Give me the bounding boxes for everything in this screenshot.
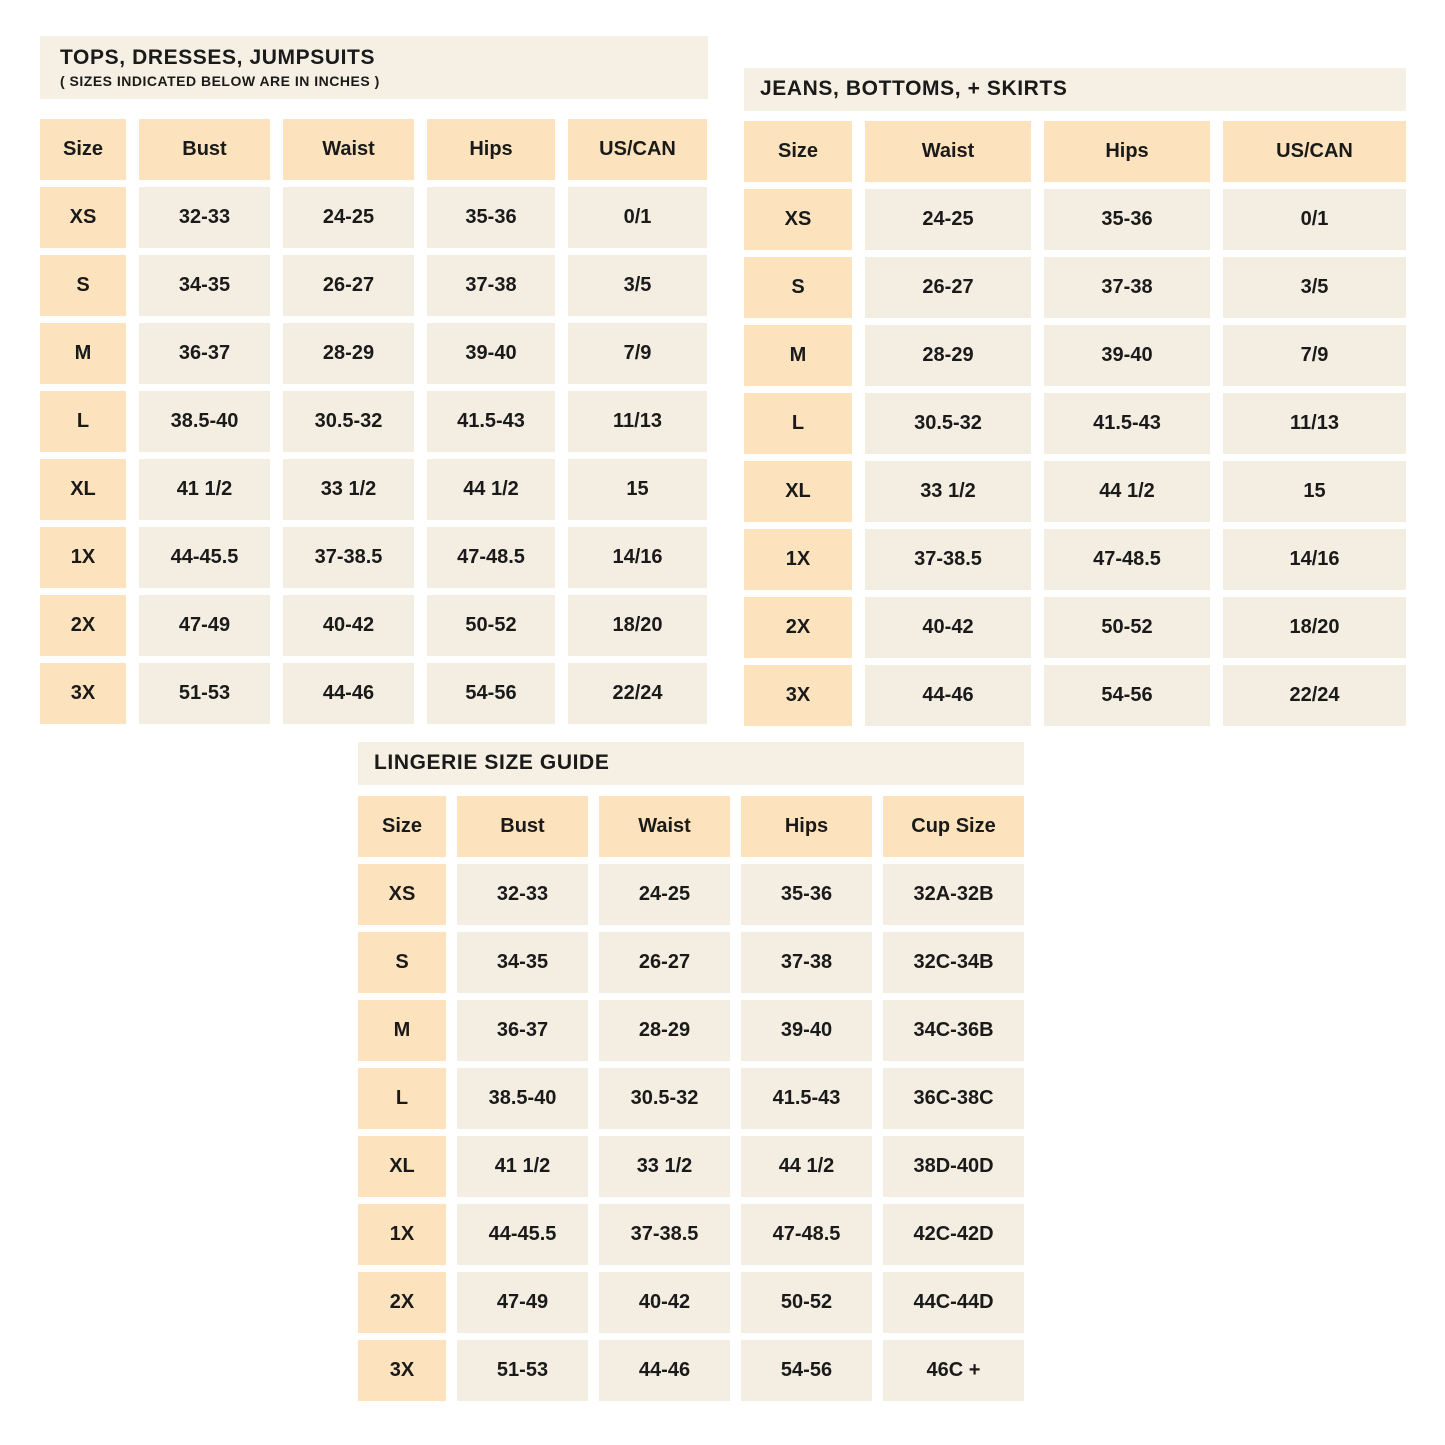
data-cell: 7/9 bbox=[1223, 325, 1406, 386]
size-grid bbox=[744, 121, 1406, 726]
data-cell: 7/9 bbox=[568, 323, 707, 384]
size-cell: 1X bbox=[358, 1204, 446, 1265]
size-cell: 3X bbox=[744, 665, 852, 726]
data-cell: 38.5-40 bbox=[139, 391, 270, 452]
size-table-jeans-bottoms-skirts bbox=[744, 68, 1406, 706]
data-cell: 47-48.5 bbox=[427, 527, 555, 588]
size-cell: M bbox=[40, 323, 126, 384]
data-cell: 26-27 bbox=[599, 932, 730, 993]
data-cell: 33 1/2 bbox=[283, 459, 414, 520]
data-cell: 34C-36B bbox=[883, 1000, 1024, 1061]
data-cell: 51-53 bbox=[457, 1340, 588, 1401]
data-cell: 44-45.5 bbox=[457, 1204, 588, 1265]
data-cell: 47-49 bbox=[457, 1272, 588, 1333]
data-cell: 41 1/2 bbox=[457, 1136, 588, 1197]
data-cell: 54-56 bbox=[741, 1340, 872, 1401]
data-cell: 28-29 bbox=[283, 323, 414, 384]
header-cell: Bust bbox=[457, 796, 588, 857]
data-cell: 32A-32B bbox=[883, 864, 1024, 925]
data-cell: 40-42 bbox=[283, 595, 414, 656]
data-cell: 39-40 bbox=[1044, 325, 1210, 386]
data-cell: 28-29 bbox=[599, 1000, 730, 1061]
data-cell: 37-38 bbox=[427, 255, 555, 316]
table-title: LINGERIE SIZE GUIDE bbox=[374, 751, 610, 775]
table-title: TOPS, DRESSES, JUMPSUITS bbox=[60, 45, 376, 69]
data-cell: 54-56 bbox=[427, 663, 555, 724]
header-cell: Hips bbox=[1044, 121, 1210, 182]
size-cell: L bbox=[744, 393, 852, 454]
data-cell: 24-25 bbox=[865, 189, 1031, 250]
size-cell: 2X bbox=[744, 597, 852, 658]
size-cell: XS bbox=[744, 189, 852, 250]
data-cell: 3/5 bbox=[1223, 257, 1406, 318]
size-table-tops-dresses-jumpsuits bbox=[40, 36, 708, 704]
data-cell: 36-37 bbox=[457, 1000, 588, 1061]
data-cell: 28-29 bbox=[865, 325, 1031, 386]
data-cell: 39-40 bbox=[427, 323, 555, 384]
data-cell: 35-36 bbox=[741, 864, 872, 925]
size-cell: S bbox=[40, 255, 126, 316]
data-cell: 22/24 bbox=[568, 663, 707, 724]
data-cell: 44-45.5 bbox=[139, 527, 270, 588]
data-cell: 26-27 bbox=[865, 257, 1031, 318]
data-cell: 37-38.5 bbox=[283, 527, 414, 588]
size-grid bbox=[40, 119, 708, 724]
size-cell: L bbox=[358, 1068, 446, 1129]
data-cell: 32-33 bbox=[139, 187, 270, 248]
size-table-lingerie bbox=[358, 742, 1024, 1381]
header-cell: US/CAN bbox=[568, 119, 707, 180]
size-cell: 1X bbox=[40, 527, 126, 588]
data-cell: 44-46 bbox=[283, 663, 414, 724]
size-cell: 2X bbox=[40, 595, 126, 656]
header-cell: Cup Size bbox=[883, 796, 1024, 857]
header-cell: Size bbox=[40, 119, 126, 180]
data-cell: 46C + bbox=[883, 1340, 1024, 1401]
data-cell: 50-52 bbox=[741, 1272, 872, 1333]
table-title: JEANS, BOTTOMS, + SKIRTS bbox=[760, 77, 1068, 101]
data-cell: 14/16 bbox=[1223, 529, 1406, 590]
data-cell: 44 1/2 bbox=[427, 459, 555, 520]
size-cell: 3X bbox=[358, 1340, 446, 1401]
data-cell: 50-52 bbox=[1044, 597, 1210, 658]
data-cell: 41.5-43 bbox=[741, 1068, 872, 1129]
data-cell: 22/24 bbox=[1223, 665, 1406, 726]
data-cell: 0/1 bbox=[568, 187, 707, 248]
data-cell: 37-38 bbox=[1044, 257, 1210, 318]
data-cell: 15 bbox=[568, 459, 707, 520]
size-cell: XL bbox=[744, 461, 852, 522]
table-subtitle: ( SIZES INDICATED BELOW ARE IN INCHES ) bbox=[60, 73, 380, 90]
data-cell: 24-25 bbox=[599, 864, 730, 925]
size-cell: M bbox=[358, 1000, 446, 1061]
header-cell: Waist bbox=[599, 796, 730, 857]
data-cell: 40-42 bbox=[599, 1272, 730, 1333]
data-cell: 36-37 bbox=[139, 323, 270, 384]
data-cell: 44-46 bbox=[865, 665, 1031, 726]
table-title-banner bbox=[40, 36, 708, 99]
size-cell: L bbox=[40, 391, 126, 452]
data-cell: 30.5-32 bbox=[865, 393, 1031, 454]
size-cell: 3X bbox=[40, 663, 126, 724]
header-cell: Waist bbox=[283, 119, 414, 180]
data-cell: 38.5-40 bbox=[457, 1068, 588, 1129]
header-cell: Size bbox=[744, 121, 852, 182]
table-title-banner bbox=[744, 68, 1406, 111]
data-cell: 34-35 bbox=[457, 932, 588, 993]
data-cell: 41.5-43 bbox=[427, 391, 555, 452]
size-cell: S bbox=[744, 257, 852, 318]
data-cell: 44-46 bbox=[599, 1340, 730, 1401]
data-cell: 42C-42D bbox=[883, 1204, 1024, 1265]
header-cell: Hips bbox=[427, 119, 555, 180]
size-cell: XL bbox=[40, 459, 126, 520]
size-cell: XL bbox=[358, 1136, 446, 1197]
data-cell: 30.5-32 bbox=[599, 1068, 730, 1129]
data-cell: 33 1/2 bbox=[599, 1136, 730, 1197]
data-cell: 38D-40D bbox=[883, 1136, 1024, 1197]
data-cell: 47-48.5 bbox=[1044, 529, 1210, 590]
data-cell: 44C-44D bbox=[883, 1272, 1024, 1333]
data-cell: 50-52 bbox=[427, 595, 555, 656]
data-cell: 44 1/2 bbox=[1044, 461, 1210, 522]
data-cell: 30.5-32 bbox=[283, 391, 414, 452]
data-cell: 24-25 bbox=[283, 187, 414, 248]
header-cell: US/CAN bbox=[1223, 121, 1406, 182]
header-cell: Hips bbox=[741, 796, 872, 857]
data-cell: 34-35 bbox=[139, 255, 270, 316]
data-cell: 26-27 bbox=[283, 255, 414, 316]
data-cell: 37-38.5 bbox=[865, 529, 1031, 590]
size-cell: XS bbox=[358, 864, 446, 925]
data-cell: 39-40 bbox=[741, 1000, 872, 1061]
data-cell: 47-49 bbox=[139, 595, 270, 656]
data-cell: 41 1/2 bbox=[139, 459, 270, 520]
size-cell: M bbox=[744, 325, 852, 386]
data-cell: 44 1/2 bbox=[741, 1136, 872, 1197]
data-cell: 36C-38C bbox=[883, 1068, 1024, 1129]
data-cell: 11/13 bbox=[568, 391, 707, 452]
data-cell: 47-48.5 bbox=[741, 1204, 872, 1265]
header-cell: Size bbox=[358, 796, 446, 857]
data-cell: 18/20 bbox=[568, 595, 707, 656]
size-grid bbox=[358, 796, 1024, 1401]
data-cell: 37-38.5 bbox=[599, 1204, 730, 1265]
data-cell: 54-56 bbox=[1044, 665, 1210, 726]
data-cell: 32-33 bbox=[457, 864, 588, 925]
header-cell: Waist bbox=[865, 121, 1031, 182]
data-cell: 18/20 bbox=[1223, 597, 1406, 658]
size-cell: S bbox=[358, 932, 446, 993]
data-cell: 32C-34B bbox=[883, 932, 1024, 993]
data-cell: 37-38 bbox=[741, 932, 872, 993]
data-cell: 0/1 bbox=[1223, 189, 1406, 250]
size-cell: 1X bbox=[744, 529, 852, 590]
data-cell: 40-42 bbox=[865, 597, 1031, 658]
data-cell: 35-36 bbox=[1044, 189, 1210, 250]
size-cell: XS bbox=[40, 187, 126, 248]
data-cell: 35-36 bbox=[427, 187, 555, 248]
size-cell: 2X bbox=[358, 1272, 446, 1333]
data-cell: 11/13 bbox=[1223, 393, 1406, 454]
data-cell: 15 bbox=[1223, 461, 1406, 522]
data-cell: 41.5-43 bbox=[1044, 393, 1210, 454]
data-cell: 14/16 bbox=[568, 527, 707, 588]
data-cell: 3/5 bbox=[568, 255, 707, 316]
header-cell: Bust bbox=[139, 119, 270, 180]
data-cell: 51-53 bbox=[139, 663, 270, 724]
data-cell: 33 1/2 bbox=[865, 461, 1031, 522]
table-title-banner bbox=[358, 742, 1024, 785]
